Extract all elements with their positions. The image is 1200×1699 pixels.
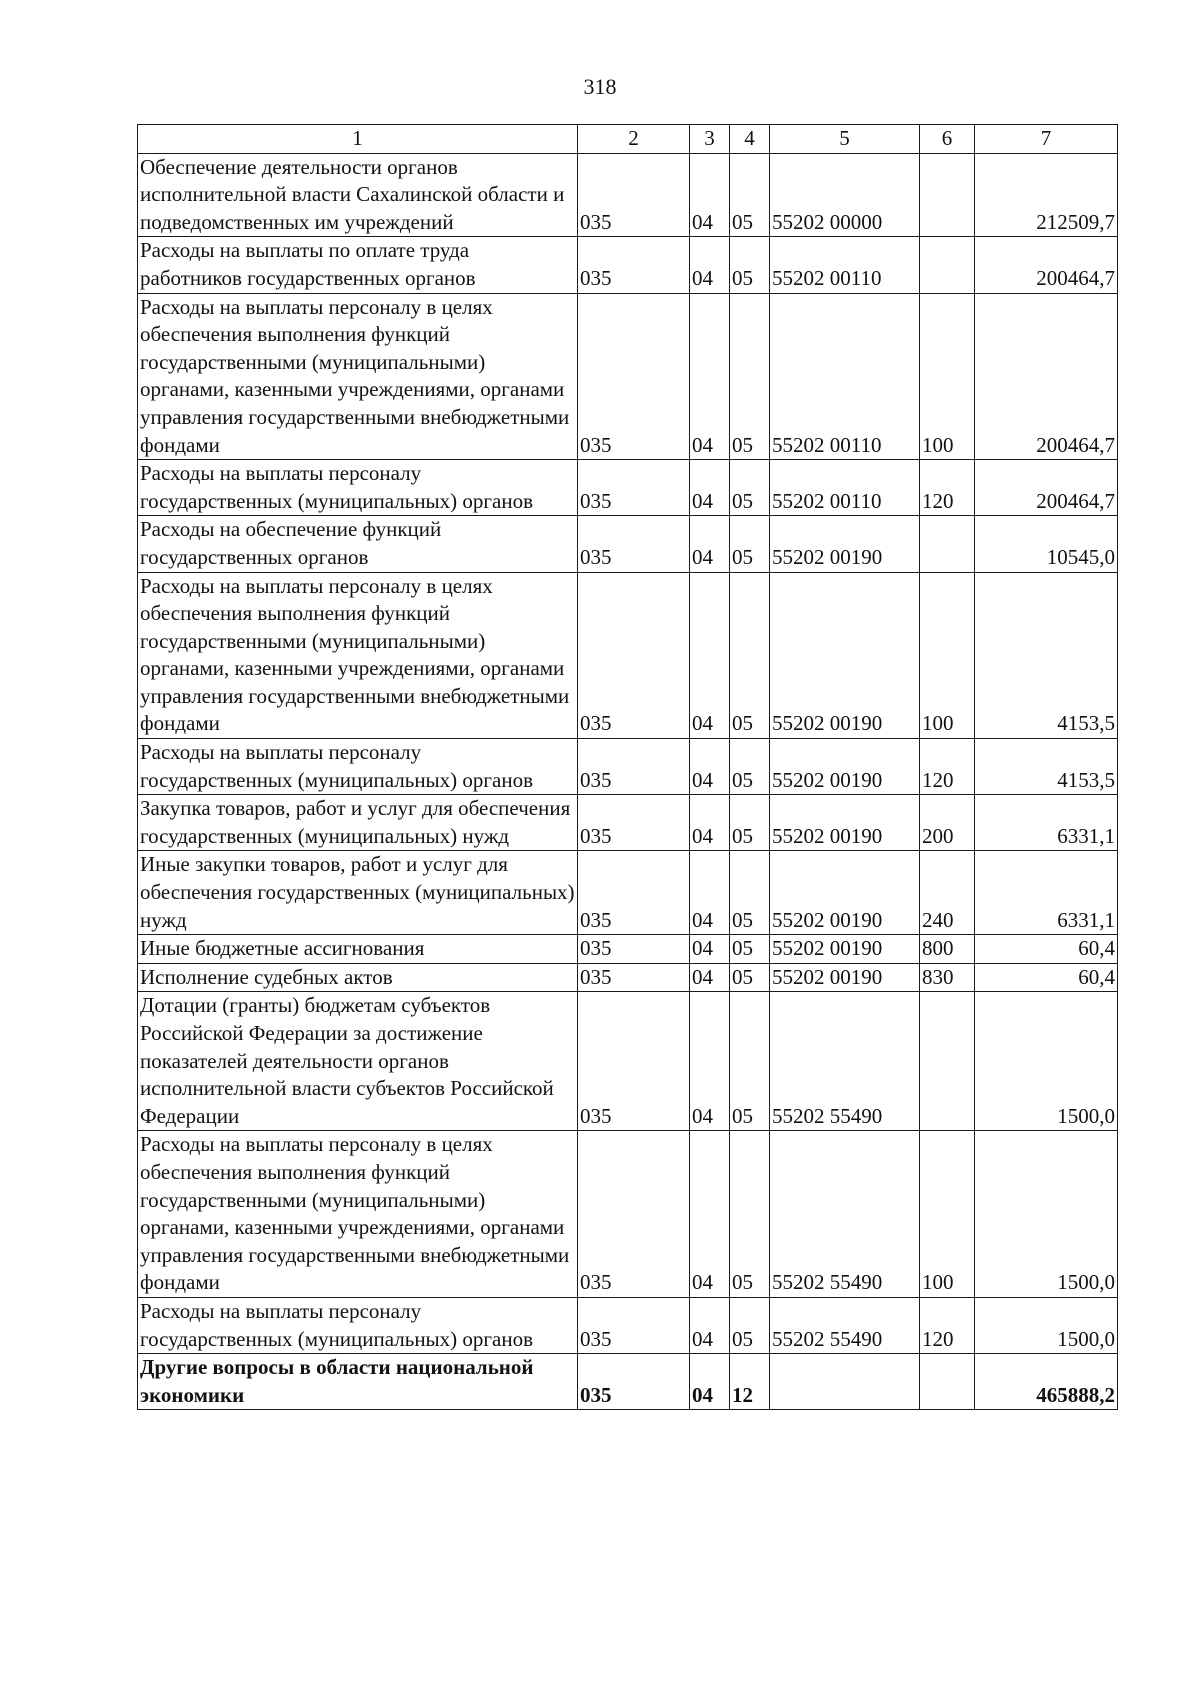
amount: 4153,5 xyxy=(975,572,1118,739)
target-article-code: 55202 00110 xyxy=(770,460,920,516)
expense-type-code xyxy=(920,153,975,237)
amount: 60,4 xyxy=(975,935,1118,964)
budget-item-name: Расходы на выплаты по оплате труда работников государственных органов xyxy=(138,237,578,293)
ministry-code: 035 xyxy=(578,572,690,739)
section-code: 04 xyxy=(690,153,730,237)
amount: 200464,7 xyxy=(975,460,1118,516)
expense-type-code xyxy=(920,992,975,1131)
subsection-code: 05 xyxy=(730,992,770,1131)
target-article-code: 55202 55490 xyxy=(770,1297,920,1353)
subsection-code: 05 xyxy=(730,153,770,237)
section-code: 04 xyxy=(690,963,730,992)
budget-item-name: Другие вопросы в области национальной экономики xyxy=(138,1354,578,1410)
ministry-code: 035 xyxy=(578,1297,690,1353)
amount: 6331,1 xyxy=(975,795,1118,851)
section-code: 04 xyxy=(690,293,730,460)
expense-type-code: 120 xyxy=(920,460,975,516)
ministry-code: 035 xyxy=(578,992,690,1131)
target-article-code: 55202 00000 xyxy=(770,153,920,237)
budget-item-name: Расходы на обеспечение функций государственных органов xyxy=(138,516,578,572)
ministry-code: 035 xyxy=(578,153,690,237)
column-number: 2 xyxy=(578,125,690,154)
amount: 1500,0 xyxy=(975,992,1118,1131)
column-number: 3 xyxy=(690,125,730,154)
budget-item-name: Расходы на выплаты персоналу государственных (муниципальных) органов xyxy=(138,739,578,795)
expense-type-code: 240 xyxy=(920,851,975,935)
column-number: 7 xyxy=(975,125,1118,154)
budget-item-name: Иные закупки товаров, работ и услуг для обеспечения государственных (муниципальных) нужд xyxy=(138,851,578,935)
target-article-code: 55202 00190 xyxy=(770,935,920,964)
table-row xyxy=(138,963,1118,992)
table-row xyxy=(138,795,1118,851)
column-number: 5 xyxy=(770,125,920,154)
table-row xyxy=(138,572,1118,739)
column-number: 6 xyxy=(920,125,975,154)
ministry-code: 035 xyxy=(578,963,690,992)
subsection-code: 05 xyxy=(730,293,770,460)
budget-item-name: Обеспечение деятельности органов исполнительной власти Сахалинской области и подведомственных им учреждений xyxy=(138,153,578,237)
budget-item-name: Расходы на выплаты персоналу в целях обеспечения выполнения функций государственными (муниципальными) органами, казенными учреждениями, органами управления государственными внебюджетными фондами xyxy=(138,293,578,460)
target-article-code: 55202 55490 xyxy=(770,992,920,1131)
target-article-code: 55202 00190 xyxy=(770,795,920,851)
budget-item-name: Дотации (гранты) бюджетам субъектов Российской Федерации за достижение показателей деятельности органов исполнительной власти субъектов Российской Федерации xyxy=(138,992,578,1131)
ministry-code: 035 xyxy=(578,460,690,516)
subsection-code: 05 xyxy=(730,1131,770,1298)
expense-type-code: 800 xyxy=(920,935,975,964)
amount: 200464,7 xyxy=(975,237,1118,293)
target-article-code: 55202 00110 xyxy=(770,293,920,460)
ministry-code: 035 xyxy=(578,1354,690,1410)
expense-type-code: 100 xyxy=(920,293,975,460)
expense-type-code: 830 xyxy=(920,963,975,992)
expense-type-code xyxy=(920,516,975,572)
table-row xyxy=(138,293,1118,460)
subsection-code: 05 xyxy=(730,516,770,572)
table-row xyxy=(138,1131,1118,1298)
ministry-code: 035 xyxy=(578,516,690,572)
budget-item-name: Закупка товаров, работ и услуг для обеспечения государственных (муниципальных) нужд xyxy=(138,795,578,851)
section-code: 04 xyxy=(690,739,730,795)
subsection-code: 05 xyxy=(730,963,770,992)
ministry-code: 035 xyxy=(578,935,690,964)
budget-item-name: Иные бюджетные ассигнования xyxy=(138,935,578,964)
subsection-code: 05 xyxy=(730,460,770,516)
target-article-code xyxy=(770,1354,920,1410)
section-code: 04 xyxy=(690,851,730,935)
section-code: 04 xyxy=(690,572,730,739)
target-article-code: 55202 00190 xyxy=(770,739,920,795)
section-code: 04 xyxy=(690,1297,730,1353)
subsection-code: 05 xyxy=(730,935,770,964)
subsection-code: 05 xyxy=(730,795,770,851)
expense-type-code: 100 xyxy=(920,1131,975,1298)
target-article-code: 55202 00190 xyxy=(770,963,920,992)
subsection-code: 05 xyxy=(730,572,770,739)
expense-type-code: 100 xyxy=(920,572,975,739)
subsection-code: 05 xyxy=(730,1297,770,1353)
expense-type-code xyxy=(920,237,975,293)
table-row xyxy=(138,992,1118,1131)
expense-type-code xyxy=(920,1354,975,1410)
table-row xyxy=(138,153,1118,237)
section-code: 04 xyxy=(690,992,730,1131)
target-article-code: 55202 00110 xyxy=(770,237,920,293)
target-article-code: 55202 00190 xyxy=(770,516,920,572)
budget-item-name: Исполнение судебных актов xyxy=(138,963,578,992)
subsection-code: 05 xyxy=(730,237,770,293)
table-row xyxy=(138,1297,1118,1353)
budget-item-name: Расходы на выплаты персоналу в целях обеспечения выполнения функций государственными (муниципальными) органами, казенными учреждениями, органами управления государственными внебюджетными фондами xyxy=(138,572,578,739)
table-row xyxy=(138,1354,1118,1410)
ministry-code: 035 xyxy=(578,795,690,851)
table-row xyxy=(138,237,1118,293)
subsection-code: 12 xyxy=(730,1354,770,1410)
section-code: 04 xyxy=(690,237,730,293)
amount: 212509,7 xyxy=(975,153,1118,237)
ministry-code: 035 xyxy=(578,1131,690,1298)
amount: 1500,0 xyxy=(975,1131,1118,1298)
ministry-code: 035 xyxy=(578,851,690,935)
table-row xyxy=(138,851,1118,935)
ministry-code: 035 xyxy=(578,237,690,293)
amount: 60,4 xyxy=(975,963,1118,992)
amount: 4153,5 xyxy=(975,739,1118,795)
ministry-code: 035 xyxy=(578,293,690,460)
section-code: 04 xyxy=(690,516,730,572)
page-number: 318 xyxy=(583,74,617,99)
table-row xyxy=(138,935,1118,964)
amount: 10545,0 xyxy=(975,516,1118,572)
ministry-code: 035 xyxy=(578,739,690,795)
target-article-code: 55202 55490 xyxy=(770,1131,920,1298)
table-row xyxy=(138,460,1118,516)
budget-item-name: Расходы на выплаты персоналу государственных (муниципальных) органов xyxy=(138,1297,578,1353)
expense-type-code: 120 xyxy=(920,1297,975,1353)
target-article-code: 55202 00190 xyxy=(770,851,920,935)
column-number: 1 xyxy=(138,125,578,154)
table-row xyxy=(138,739,1118,795)
table-row xyxy=(138,516,1118,572)
section-code: 04 xyxy=(690,795,730,851)
column-number-row xyxy=(138,125,1118,154)
amount: 6331,1 xyxy=(975,851,1118,935)
column-number: 4 xyxy=(730,125,770,154)
budget-item-name: Расходы на выплаты персоналу в целях обеспечения выполнения функций государственными (муниципальными) органами, казенными учреждениями, органами управления государственными внебюджетными фондами xyxy=(138,1131,578,1298)
target-article-code: 55202 00190 xyxy=(770,572,920,739)
section-code: 04 xyxy=(690,1354,730,1410)
subsection-code: 05 xyxy=(730,851,770,935)
amount: 200464,7 xyxy=(975,293,1118,460)
budget-table-body xyxy=(138,153,1118,1410)
expense-type-code: 120 xyxy=(920,739,975,795)
section-code: 04 xyxy=(690,1131,730,1298)
budget-table xyxy=(137,124,1118,1410)
section-code: 04 xyxy=(690,935,730,964)
subsection-code: 05 xyxy=(730,739,770,795)
amount: 465888,2 xyxy=(975,1354,1118,1410)
section-code: 04 xyxy=(690,460,730,516)
amount: 1500,0 xyxy=(975,1297,1118,1353)
expense-type-code: 200 xyxy=(920,795,975,851)
budget-item-name: Расходы на выплаты персоналу государственных (муниципальных) органов xyxy=(138,460,578,516)
